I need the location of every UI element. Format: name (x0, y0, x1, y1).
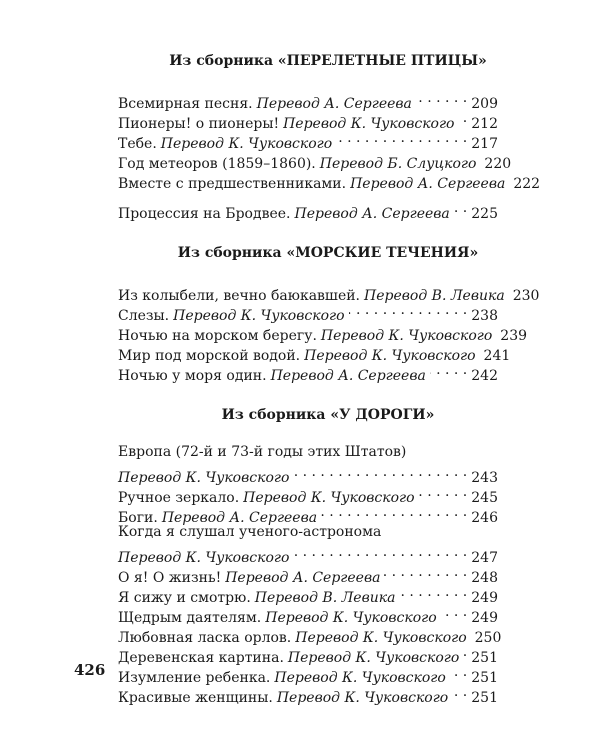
entry-title: Боги. (118, 510, 158, 526)
entry-page: 251 (471, 690, 498, 706)
entry-page: 243 (471, 470, 498, 486)
entry-title: Слезы. (118, 308, 170, 324)
dot-leader (441, 602, 468, 622)
entry-translator: Перевод К. Чуковского (320, 328, 493, 344)
entry-translator: Перевод В. Левика (364, 288, 505, 304)
entry-translator: Перевод К. Чуковского (118, 470, 290, 486)
dot-leader (458, 108, 467, 128)
entry-title: Европа (72-й и 73-й годы этих Штатов) (118, 444, 407, 460)
entry-translator: Перевод К. Чуковского (118, 550, 290, 566)
entry-translator: Перевод А. Сергеева (161, 510, 318, 526)
entry-title: Вместе с предшественниками. (118, 176, 347, 192)
list-item (118, 462, 498, 486)
dot-leader (399, 582, 467, 602)
page-number: 426 (74, 661, 106, 679)
entry-list (118, 280, 540, 384)
list-item (118, 280, 540, 304)
entry-page: 251 (471, 670, 498, 686)
section-heading: Из сборника «У ДОРОГИ» (221, 407, 435, 423)
dot-leader (321, 502, 467, 522)
entry-translator: Перевод К. Чуковского (243, 490, 415, 506)
dot-leader (452, 682, 467, 702)
dot-leader (293, 542, 467, 562)
entry-page: 249 (471, 590, 498, 606)
entry-translator: Перевод К. Чуковского (287, 650, 460, 666)
dot-leader (384, 562, 467, 582)
entry-title: Из колыбели, вечно баюкавшей. (118, 288, 361, 304)
section-heading: Из сборника «ПЕРЕЛЕТНЫЕ ПТИЦЫ» (169, 53, 487, 69)
entry-page: 245 (471, 490, 498, 506)
entry-page: 217 (471, 136, 498, 152)
entry-translator: Перевод К. Чуковского (295, 630, 467, 646)
entry-page: 239 (500, 328, 528, 344)
dot-leader (293, 462, 467, 482)
dot-leader (416, 88, 467, 108)
entry-title: О я! О жизнь! (118, 570, 222, 586)
entry-page: 209 (471, 96, 498, 112)
entry-title: Ночью у моря один. (118, 368, 267, 384)
entry-translator: Перевод К. Чуковского (283, 116, 455, 132)
dot-leader (430, 360, 467, 380)
entry-title: Мир под морской водой. (118, 348, 301, 364)
entry-page: 251 (471, 650, 498, 666)
entry-translator: Перевод А. Сергеева (270, 368, 426, 384)
list-item (118, 198, 498, 222)
entry-translator: Перевод К. Чуковского (304, 348, 476, 364)
entry-translator: Перевод К. Чуковского (265, 610, 437, 626)
dot-leader (450, 662, 467, 682)
entry-translator: Перевод В. Левика (254, 590, 396, 606)
table-of-contents (118, 52, 541, 706)
list-item (118, 88, 498, 112)
dot-leader (454, 198, 468, 218)
entry-page: 242 (471, 368, 498, 384)
entry-title: Всемирная песня. (118, 96, 253, 112)
section-heading: Из сборника «МОРСКИЕ ТЕЧЕНИЯ» (177, 245, 479, 261)
entry-title: Пионеры! о пионеры! (118, 116, 280, 132)
dot-leader (419, 482, 468, 502)
entry-title: Процессия на Бродвее. (118, 206, 291, 222)
dot-leader (349, 300, 468, 320)
entry-translator: Перевод Б. Слуцкого (319, 156, 477, 172)
entry-title: Любовная ласка орлов. (118, 630, 292, 646)
entry-title: Ручное зеркало. (118, 490, 240, 506)
entry-page: 220 (484, 156, 512, 172)
entry-translator: Перевод А. Сергеева (256, 96, 412, 112)
entry-page: 249 (471, 610, 498, 626)
entry-title: Тебе. (118, 136, 157, 152)
entry-page: 248 (471, 570, 498, 586)
entry-page: 212 (471, 116, 498, 132)
dot-leader (336, 128, 467, 148)
entry-page: 250 (474, 630, 502, 646)
entry-translator: Перевод К. Чуковского (160, 136, 333, 152)
entry-translator: Перевод К. Чуковского (274, 670, 446, 686)
entry-page: 225 (471, 206, 498, 222)
entry-list (118, 442, 502, 706)
entry-page: 241 (483, 348, 511, 364)
entry-translator: Перевод К. Чуковского (173, 308, 345, 324)
entry-title: Я сижу и смотрю. (118, 590, 251, 606)
entry-title: Когда я слушал ученого-астронома (118, 524, 382, 540)
dot-leader (463, 642, 467, 662)
list-item (118, 542, 498, 566)
entry-page: 238 (471, 308, 498, 324)
entry-page: 247 (471, 550, 498, 566)
entry-list (118, 88, 541, 222)
entry-page: 230 (512, 288, 540, 304)
entry-translator: Перевод К. Чуковского (276, 690, 449, 706)
entry-translator: Перевод А. Сергеева (225, 570, 381, 586)
entry-title: Красивые женщины. (118, 690, 273, 706)
entry-translator: Перевод А. Сергеева (294, 206, 450, 222)
entry-page: 222 (513, 176, 541, 192)
entry-page: 246 (471, 510, 498, 526)
entry-title: Ночью на морском берегу. (118, 328, 317, 344)
entry-title: Деревенская картина. (118, 650, 284, 666)
entry-title: Год метеоров (1859–1860). (118, 156, 316, 172)
entry-title: Изумление ребенка. (118, 670, 271, 686)
entry-translator: Перевод А. Сергеева (350, 176, 506, 192)
entry-title: Щедрым даятелям. (118, 610, 262, 626)
